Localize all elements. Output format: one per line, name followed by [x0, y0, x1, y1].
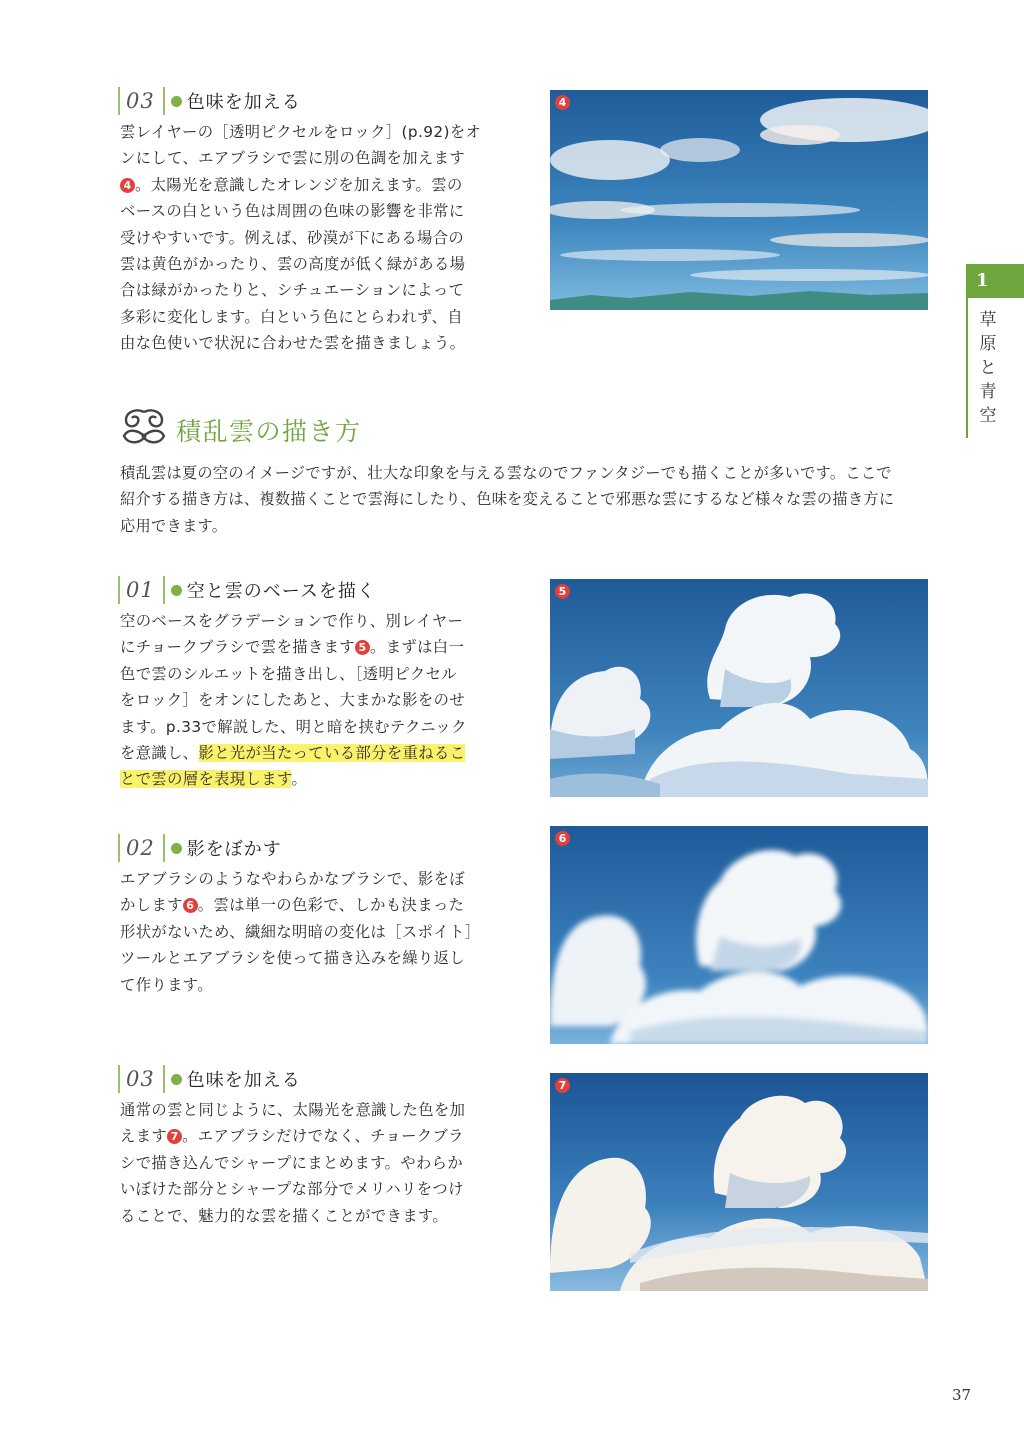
highlighted-text: 影と光が当たっている部分を重ねるこ [198, 744, 466, 763]
figure-badge: 7 [555, 1078, 570, 1093]
chapter-number: 1 [966, 264, 1024, 298]
step-text: 雲レイヤーの［透明ピクセルをロック］(p.92)をオ ンにして、エアブラシで雲に別の色調を加えます 4 。太陽光を意識したオレンジを加えます。雲の ベースの白という色は周囲の色味の影響を非常に 受けやすいです。例えば、砂漠が下にある場合の 雲は黄色がかったり、雲の高度が低く緑がある場 合は緑がかったりと、シチュエーションによって 多彩に変化します。白という色にとらわれず、自 由な色使いで状況に合わせた雲を描きましょう。 [120, 123, 482, 353]
step-heading [118, 1064, 301, 1094]
bullet-icon [171, 585, 182, 596]
step-title: 色味を加える [186, 1070, 301, 1091]
bullet-icon [171, 1074, 182, 1085]
figure-image [550, 1073, 928, 1291]
page-number: 37 [952, 1386, 972, 1404]
figure-marker: 6 [183, 898, 198, 913]
step-heading [118, 575, 376, 605]
figure-marker: 5 [355, 640, 370, 655]
section-intro: 積乱雲は夏の空のイメージですが、壮大な印象を与える雲なのでファンタジーでも描くことが多いです。ここで 紹介する描き方は、複数描くことで雲海にしたり、色味を変えることで邪悪な雲にするなど様々な雲の描き方に 応用できます。 [120, 464, 895, 535]
section-title: 積乱雲の描き方 [176, 417, 362, 446]
chapter-divider [966, 298, 968, 438]
step-text: 通常の雲と同じように、太陽光を意識した色を加 えます 7 。エアブラシだけでなく、チョークブラ シで描き込んでシャープにまとめます。やわらか いぼけた部分とシャープな部分でメリハリをつけ ることで、魅力的な雲を描くことができます。 [120, 1101, 466, 1225]
figure-image [550, 579, 928, 797]
figure-badge: 4 [555, 95, 570, 110]
figure-image [550, 90, 928, 310]
highlighted-text: とで雲の層を表現します [120, 770, 292, 789]
step-heading [118, 833, 282, 863]
step-title: 影をぼかす [186, 839, 282, 860]
step-heading [118, 86, 301, 116]
chapter-label: 草 原 と 青 空 [979, 310, 997, 426]
figure-marker: 4 [120, 178, 135, 193]
ornament-icon [118, 406, 170, 450]
step-number: 02 [126, 836, 155, 860]
step-number: 03 [126, 89, 155, 113]
step-number: 01 [126, 578, 155, 602]
step-number: 03 [126, 1067, 155, 1091]
figure-badge: 6 [555, 831, 570, 846]
bullet-icon [171, 96, 182, 107]
step-text: エアブラシのようなやわらかなブラシで、影をぼ かします 6 。雲は単一の色彩で、しかも決まった 形状がないため、繊細な明暗の変化は［スポイト］ ツールとエアブラシを使って描き込みを繰り返し て作ります。 [120, 870, 481, 994]
step-title: 色味を加える [186, 92, 301, 113]
figure-image [550, 826, 928, 1044]
figure-badge: 5 [555, 584, 570, 599]
figure-marker: 7 [167, 1129, 182, 1144]
step-title: 空と雲のベースを描く [186, 581, 376, 602]
step-text: 空のベースをグラデーションで作り、別レイヤー にチョークブラシで雲を描きます 5 。まずは白一 色で雲のシルエットを描き出し、［透明ピクセル をロック］をオンにしたあと、大まかな影をのせ ます。p.33で解説した、明と暗を挟むテクニック を意識し、影と光が当たっている部分を重ねるこ とで雲の層を表現します。 [120, 612, 467, 789]
bullet-icon [171, 843, 182, 854]
